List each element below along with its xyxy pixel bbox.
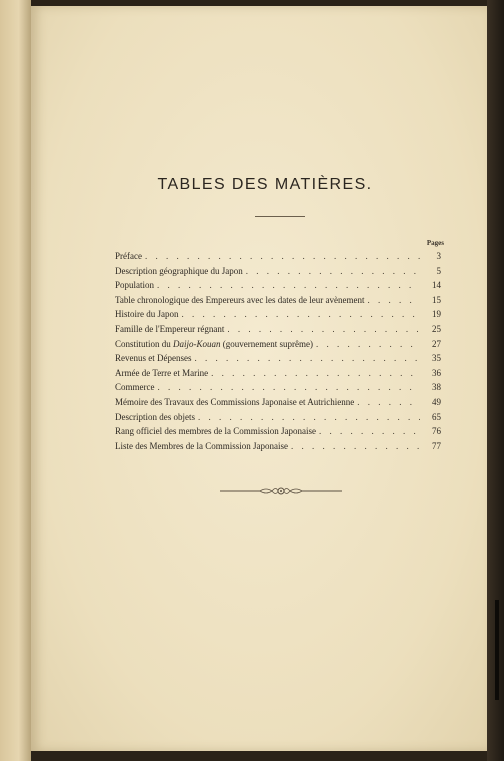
toc-entry-label [115, 339, 313, 349]
leader-dots [182, 309, 421, 319]
leader-dots [198, 412, 420, 422]
toc-entry-page: 38 [432, 382, 441, 393]
toc-entry [115, 368, 441, 383]
toc-entry-label: Rang officiel des membres de la Commission Japonaise [115, 426, 317, 437]
toc-entry-label: Description géographique du Japon [115, 265, 243, 276]
leader-dots [368, 295, 420, 305]
toc-entry-label: Description des objets [115, 411, 195, 422]
toc-entry-page: 35 [432, 353, 441, 364]
toc-entry [115, 251, 441, 266]
toc-entry-label-start: Constitution du [115, 338, 174, 349]
toc-entry-label-italic: Daijo-Kouan [173, 338, 221, 349]
toc-entry [115, 441, 441, 456]
toc-entry-label: Table chronologique des Empereurs avec les dates de leur avènement [115, 294, 365, 305]
toc-entry-page: 3 [436, 251, 441, 261]
toc-entry [115, 266, 441, 281]
leader-dots [227, 324, 420, 334]
leader-dots [357, 397, 420, 407]
table-of-contents [115, 251, 441, 455]
pages-column-heading: Pages [426, 239, 444, 247]
toc-entry-label: Famille de l'Empereur régnant [115, 323, 225, 334]
toc-entry-label: Liste des Membres de la Commission Japonaise [115, 440, 288, 451]
toc-entry-label: Histoire du Japon [115, 309, 179, 320]
edge-mark [495, 600, 499, 700]
toc-entry-page: 49 [432, 396, 441, 407]
toc-entry [115, 339, 441, 354]
toc-entry-label-end: (gouvernement suprême) [220, 338, 313, 349]
toc-entry [115, 426, 441, 441]
toc-entry-label: Revenus et Dépenses [115, 353, 192, 364]
toc-entry-page: 14 [432, 280, 441, 291]
leader-dots [319, 426, 420, 436]
toc-entry-page: 36 [432, 367, 441, 378]
leader-dots [157, 280, 420, 290]
decorative-ornament [220, 484, 342, 498]
leader-dots [145, 251, 420, 261]
toc-entry-page: 27 [432, 338, 441, 349]
toc-entry-label: Commerce [115, 382, 155, 393]
toc-entry-page: 15 [432, 294, 441, 305]
leader-dots [158, 382, 421, 392]
toc-entry [115, 324, 441, 339]
toc-entry-page: 65 [432, 411, 441, 422]
toc-entry [115, 295, 441, 310]
toc-entry [115, 280, 441, 295]
toc-entry-page: 77 [432, 440, 441, 451]
leader-dots [316, 339, 420, 349]
toc-entry-page: 25 [432, 323, 441, 334]
toc-entry [115, 412, 441, 427]
leader-dots [194, 353, 420, 363]
title-rule [255, 216, 305, 217]
toc-entry [115, 309, 441, 324]
book-spine-edge [487, 0, 504, 761]
toc-entry-label: Armée de Terre et Marine [115, 367, 209, 378]
page-title: TABLES DES MATIÈRES. [157, 176, 373, 193]
toc-entry [115, 397, 441, 412]
toc-entry [115, 382, 441, 397]
leader-dots [291, 441, 420, 451]
previous-page-edge [0, 0, 31, 761]
leader-dots [246, 266, 420, 276]
toc-entry-page: 19 [432, 309, 441, 320]
toc-entry-page: 76 [432, 426, 441, 437]
leader-dots [211, 368, 420, 378]
toc-entry-page: 5 [436, 265, 441, 276]
toc-entry-label: Préface [115, 251, 142, 261]
toc-entry-label: Mémoire des Travaux des Commissions Japonaise et Autrichienne [115, 396, 355, 407]
toc-entry [115, 353, 441, 368]
toc-entry-label: Population [115, 280, 155, 291]
